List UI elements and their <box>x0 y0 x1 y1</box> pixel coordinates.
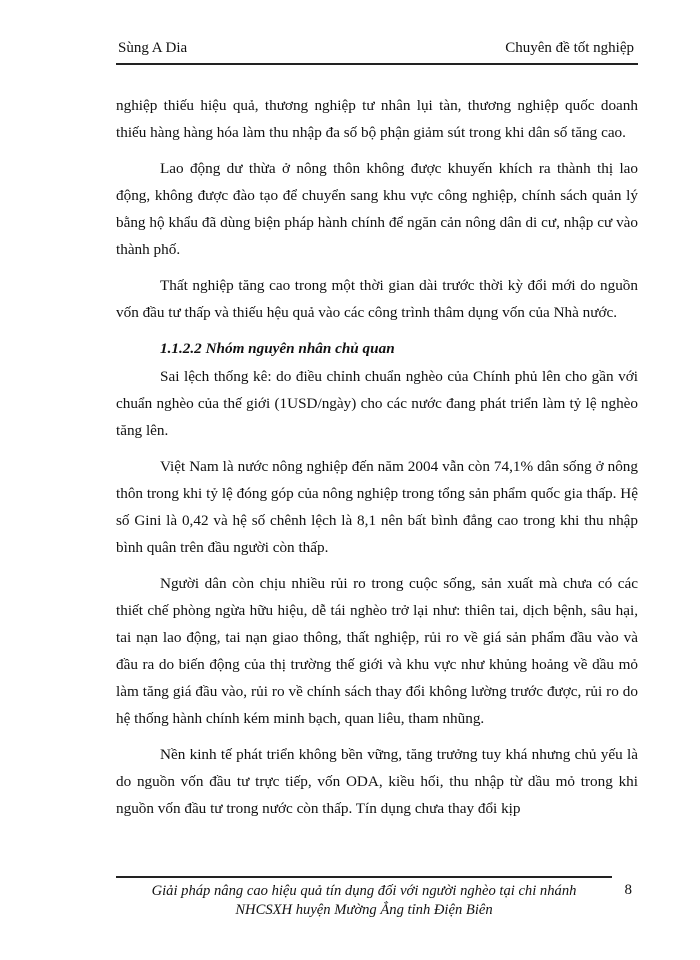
footer-title-line-1: Giải pháp nâng cao hiệu quả tín dụng đối với người nghèo tại chi nhánh <box>151 883 577 899</box>
body-paragraph: Việt Nam là nước nông nghiệp đến năm 2004 vẫn còn 74,1% dân sống ở nông thôn trong khi tỷ lệ đóng góp của nông nghiệp trong tổng sản phẩm quốc gia thấp. Hệ số Gini là 0,42 và hệ số chênh lệch là 8,1 nên bất bình đẳng cao trong khi thu nhập bình quân trên đầu người còn thấp. <box>116 458 638 556</box>
document-body <box>116 92 638 831</box>
footer-title-line-2: NHCSXH huyện Mường Ẳng tỉnh Điện Biên <box>235 902 493 918</box>
header-topic: Chuyên đề tốt nghiệp <box>505 40 634 56</box>
body-paragraph: nghiệp thiếu hiệu quả, thương nghiệp tư nhân lụi tàn, thương nghiệp quốc doanh thiếu hàng hàng hóa làm thu nhập đa số bộ phận giảm sút trong khi dân số tăng cao. <box>116 97 638 141</box>
footer-title <box>116 882 612 920</box>
body-paragraph: Người dân còn chịu nhiều rủi ro trong cuộc sống, sản xuất mà chưa có các thiết chế phòng ngừa hữu hiệu, dễ tái nghèo trở lại như: thiên tai, dịch bệnh, sâu hại, tai nạn lao động, tai nạn giao thông, thất nghiệp, rủi ro về giá sản phẩm đầu vào và đầu ra do biến động của thị trường thế giới và khu vực như khủng hoảng về dầu mỏ làm tăng giá đầu vào, rủi ro về chính sách thay đổi không lường trước được, rủi ro do hệ thống hành chính kém minh bạch, quan liêu, tham nhũng. <box>116 575 638 727</box>
page-footer <box>116 876 638 926</box>
header-author: Sùng A Dia <box>118 40 188 56</box>
body-paragraph: Nền kinh tế phát triển không bền vững, tăng trưởng tuy khá nhưng chủ yếu là do nguồn vốn đầu tư trực tiếp, vốn ODA, kiều hối, thu nhập từ dầu mỏ trong khi nguồn vốn đầu tư trong nước còn thấp. Tín dụng chưa thay đổi kịp <box>116 746 638 817</box>
page-number: 8 <box>624 882 632 898</box>
section-heading: 1.1.2.2 Nhóm nguyên nhân chủ quan <box>160 340 395 357</box>
body-paragraph: Thất nghiệp tăng cao trong một thời gian dài trước thời kỳ đổi mới do nguồn vốn đầu tư thấp và thiếu hệu quả vào các công trình thâm dụng vốn của Nhà nước. <box>116 277 638 321</box>
footer-divider <box>116 876 612 878</box>
body-paragraph: Sai lệch thống kê: do điều chỉnh chuẩn nghèo của Chính phủ lên cho gần với chuẩn nghèo của thế giới (1USD/ngày) cho các nước đang phát triển làm tỷ lệ nghèo tăng lên. <box>116 368 638 439</box>
body-paragraph: Lao động dư thừa ở nông thôn không được khuyến khích ra thành thị lao động, không được đào tạo để chuyển sang khu vực công nghiệp, chính sách quản lý bằng hộ khẩu đã dùng biện pháp hành chính để ngăn cản nông dân di cư, nhập cư vào thành phố. <box>116 160 638 258</box>
page-header <box>116 36 638 65</box>
